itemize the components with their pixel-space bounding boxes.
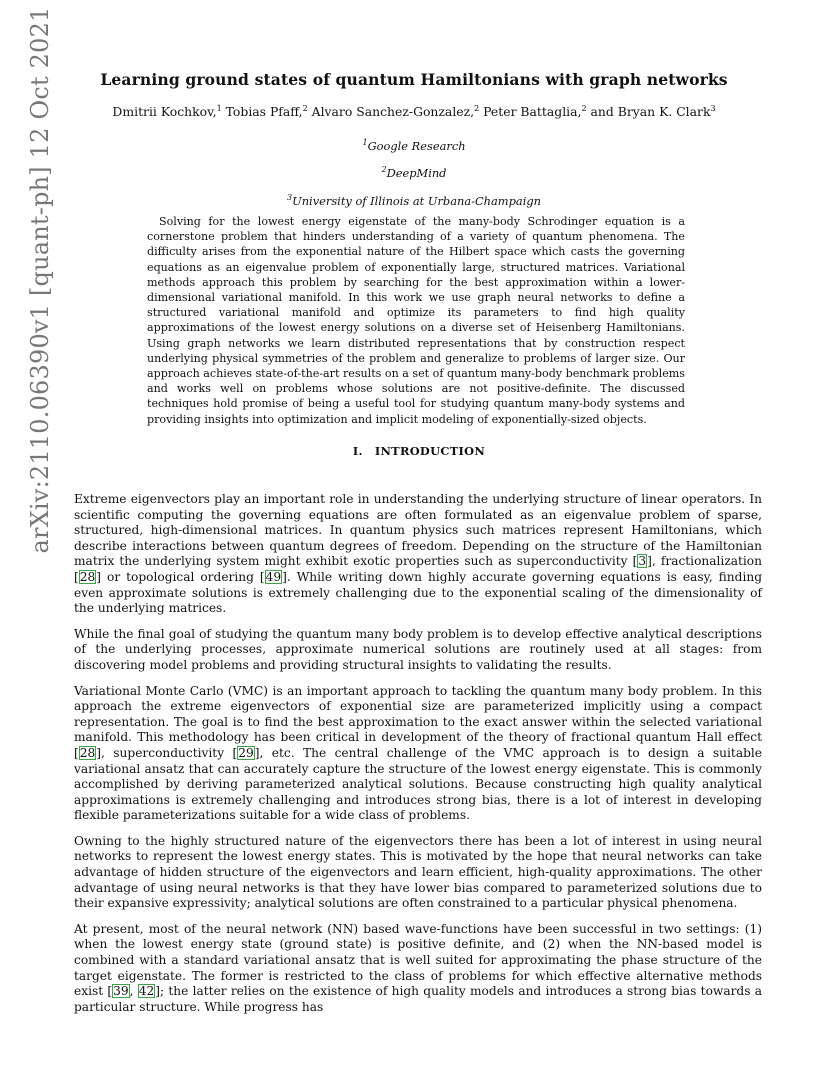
paragraph-text: Extreme eigenvectors play an important role in understanding the underlying structure of linear operators. In scientific computing the governing equations are often formulated as an eigenvalue problem of sparse, structured, high-dimensional matrices. In quantum physics such matrices represent Hamiltonians, which describe interactions between quantum degrees of freedom. Depending on the structure of the Hamiltonian matrix the underlying system might exhibit exotic properties such as superconductivity [: [74, 492, 762, 569]
section-heading-introduction: [0, 444, 828, 458]
citation-link[interactable]: 49: [265, 569, 282, 584]
paper-title: Learning ground states of quantum Hamiltonians with graph networks: [100, 70, 728, 89]
body-paragraph: [74, 492, 762, 617]
author-list: [0, 104, 828, 119]
author-affiliation-mark: 3: [710, 104, 716, 113]
section-number: I.: [352, 444, 363, 458]
author-name: and Bryan K. Clark: [590, 104, 711, 119]
citation-link[interactable]: 3: [638, 554, 647, 569]
paragraph-text: ]; the latter relies on the existence of high quality models and introduces a strong bias towards a particular structure. While progress has: [74, 984, 762, 1014]
paragraph-text: At present, most of the neural network (NN) based wave-functions have been successful in two settings: (1) when the lowest energy state (ground state) is positive definite, and (2) when the NN-based model is combined with a standard variational ansatz that is well suited for approximating the phase structure of the target eigenstate. The former is restricted to the class of problems for which effective alternative methods exist [: [74, 921, 762, 999]
author: [591, 104, 716, 119]
abstract: [147, 214, 685, 427]
author-affiliation-mark: 2: [302, 104, 308, 113]
author-affiliation-mark: 2: [581, 104, 587, 113]
body-paragraph: [74, 834, 762, 912]
author-affiliation-mark: 2: [474, 104, 480, 113]
paragraph-text: ], fractionalization [: [74, 554, 762, 584]
paragraph-text: Owning to the highly structured nature of the eigenvectors there has been a lot of interest in using neural networks to represent the lowest energy states. This is motivated by the hope that neural networks can take advantage of hidden structure of the eigenvectors and learn efficient, high-quality approximations. The other advantage of using neural networks is that they have lower bias compared to parameterized solutions due to their expansive expressivity; analytical solutions are often constrained to a particular physical phenomena.: [74, 833, 762, 911]
citation-link[interactable]: 39: [113, 984, 129, 999]
author: [483, 104, 586, 119]
author: [226, 104, 308, 119]
citation-link[interactable]: 42: [138, 984, 155, 999]
body-paragraph: [74, 684, 762, 824]
author-name: Peter Battaglia,: [483, 104, 582, 119]
citation-link[interactable]: 28: [79, 745, 96, 760]
author: [112, 104, 221, 119]
section-title: INTRODUCTION: [374, 444, 486, 458]
paragraph-text: ]. While writing down highly accurate governing equations is easy, finding even approximate solutions is extremely challenging due to the exponential scaling of the dimensionality of the underlying matrices.: [74, 569, 762, 616]
paragraph-text: ], etc. The central challenge of the VMC approach is to design a suitable variational ansatz that can accurately capture the structure of the lowest energy eigenstate. This is commonly accomplished by deriving parameterized analytical solutions. Because constructing high quality analytical approximations is extremely challenging and introduces strong bias, there is a lot of interest in developing flexible parameterizations suitable for a wide class of problems.: [74, 745, 762, 823]
abstract-text: Solving for the lowest energy eigenstate of the many-body Schrodinger equation is a cornerstone problem that hinders understanding of a variety of quantum phenomena. The difficulty arises from the exponential nature of the Hilbert space which casts the governing equations as an eigenvalue problem of exponentially large, structured matrices. Variational methods approach this problem by searching for the best approximation within a lower-dimensional variational manifold. In this work we use graph neural networks to define a structured variational manifold and optimize its parameters to find high quality approximations of the lowest energy solutions on a diverse set of Heisenberg Hamiltonians. Using graph networks we learn distributed representations that by construction respect underlying physical symmetries of the problem and generalize to problems of larger size. Our approach achieves state-of-the-art results on a set of quantum many-body benchmark problems and works well on problems whose solutions are not positive-definite. The discussed techniques hold promise of being a useful tool for studying quantum many-body systems and providing insights into optimization and implicit modeling of exponentially-sized objects.: [147, 215, 685, 426]
body-paragraph: [74, 922, 762, 1016]
paragraph-text: Variational Monte Carlo (VMC) is an important approach to tackling the quantum many body problem. In this approach the extreme eigenvectors of exponential size are parameterized implicitly using a compact representation. The goal is to find the best approximation to the exact answer within the selected variational manifold. This methodology has been critical in development of the theory of fractional quantum Hall effect [: [74, 683, 762, 760]
author: [312, 104, 480, 119]
affiliation-2: $^2$DeepMind: [381, 165, 447, 180]
author-name: Tobias Pfaff,: [225, 104, 303, 119]
introduction-body: [74, 492, 762, 1025]
author-name: Alvaro Sanchez-Gonzalez,: [311, 104, 475, 119]
affiliation-3: $^3$University of Illinois at Urbana-Champaign: [287, 193, 541, 208]
arxiv-identifier-stamp: arXiv:2110.06390v1 [quant-ph] 12 Oct 2021: [26, 6, 54, 554]
affiliation-1: $^1$Google Research: [362, 138, 466, 153]
author-affiliation-mark: 1: [216, 104, 222, 113]
paragraph-text: ] or topological ordering [: [96, 569, 265, 584]
body-paragraph: [74, 627, 762, 674]
paragraph-text: ,: [129, 984, 138, 999]
paragraph-text: ], superconductivity [: [96, 745, 238, 760]
citation-link[interactable]: 29: [238, 745, 254, 760]
author-name: Dmitrii Kochkov,: [112, 104, 217, 119]
paragraph-text: While the final goal of studying the quantum many body problem is to develop effective analytical descriptions of the underlying processes, approximate numerical solutions are routinely used at all stages: from discovering model problems and providing structural insights to validating the results.: [74, 626, 762, 672]
citation-link[interactable]: 28: [79, 569, 96, 584]
